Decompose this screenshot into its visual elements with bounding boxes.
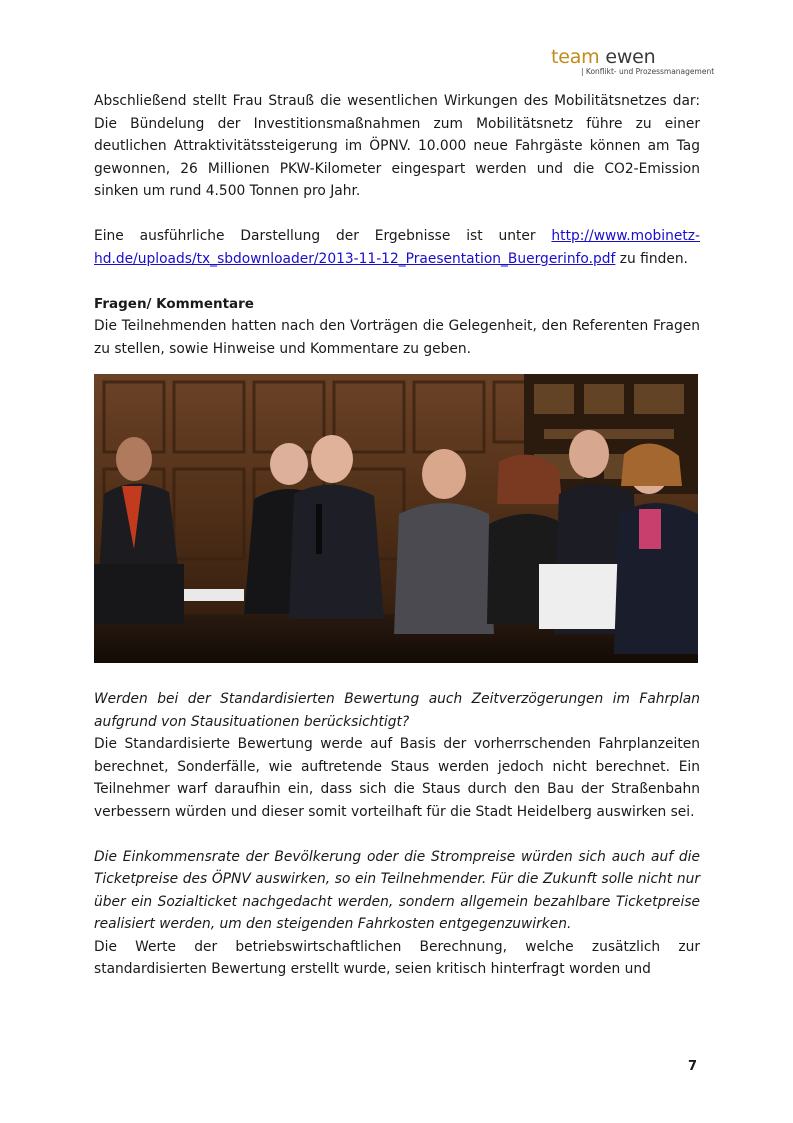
answer-delays: Die Standardisierte Bewertung werde auf Basis der vorherrschenden Fahrplanzeiten berechnet, Sonderfälle, wie auftretende Staus werden jedoch nicht berechnet. Ein Teilnehmer warf daraufhin ein, dass sich die Staus durch den Bau der Straßenbahn verbessern würden und dieser somit vorteilhaft für die Stadt Heidelberg auswirken sei.: [94, 736, 700, 820]
section-heading: Fragen/ Kommentare: [94, 295, 254, 312]
logo-word-ewen: ewen: [605, 46, 656, 68]
spacer: [94, 203, 700, 226]
answer-ticket-prices: Die Werte der betriebswirtschaftlichen Berechnung, welche zusätzlich zur standardisierten Bewertung erstellt wurde, seien kritisch hinterfragt worden und: [94, 938, 700, 977]
paragraph-link-prefix: Eine ausführliche Darstellung der Ergebnisse ist unter: [94, 228, 552, 244]
paragraph-link-suffix: zu finden.: [615, 250, 688, 267]
paragraph-effects: Abschließend stellt Frau Strauß die wesentlichen Wirkungen des Mobilitätsnetzes dar: Die Bündelung der Investitionsmaßnahmen zum Mobilitätsnetz führe zu einer deutlichen Attraktivitätssteigerung im ÖPNV. 10.000 neue Fahrgäste können am Tag gewonnen, 26 Millionen PKW-Kilometer eingespart werden und die CO2-Emission sinken um rund 4.500 Tonnen pro Jahr.: [94, 93, 700, 199]
event-photo: [94, 374, 698, 663]
logo-word-team: team: [551, 46, 600, 68]
logo-wordmark: [551, 46, 711, 68]
question-delays: Werden bei der Standardisierten Bewertung auch Zeitverzögerungen im Fahrplan aufgrund von Stausituationen berücksichtigt?: [94, 691, 700, 730]
page-body: [94, 90, 700, 981]
spacer: [94, 823, 700, 846]
question-ticket-prices: Die Einkommensrate der Bevölkerung oder die Strompreise würden sich auch auf die Ticketpreise des ÖPNV auswirken, so ein Teilnehmender. Für die Zukunft solle nicht nur über ein Sozialticket nachgedacht werden, sondern allgemein bezahlbare Ticketpreise realisiert werden, um den steigenden Fahrkosten entgegenzuwirken.: [94, 848, 700, 932]
company-logo: [551, 46, 715, 76]
spacer: [94, 270, 700, 293]
logo-tagline: | Konflikt- und Prozessmanagement: [581, 67, 715, 76]
presentation-link[interactable]: http://www.mobinetz-hd.de/uploads/tx_sbdownloader/2013-11-12_Praesentation_Buergerinfo.pdf: [94, 228, 700, 267]
page-number: 7: [688, 1059, 698, 1074]
paragraph-intro-questions: Die Teilnehmenden hatten nach den Vorträgen die Gelegenheit, den Referenten Fragen zu stellen, sowie Hinweise und Kommentare zu geben.: [94, 318, 700, 357]
paragraph-details-link: [94, 225, 700, 270]
